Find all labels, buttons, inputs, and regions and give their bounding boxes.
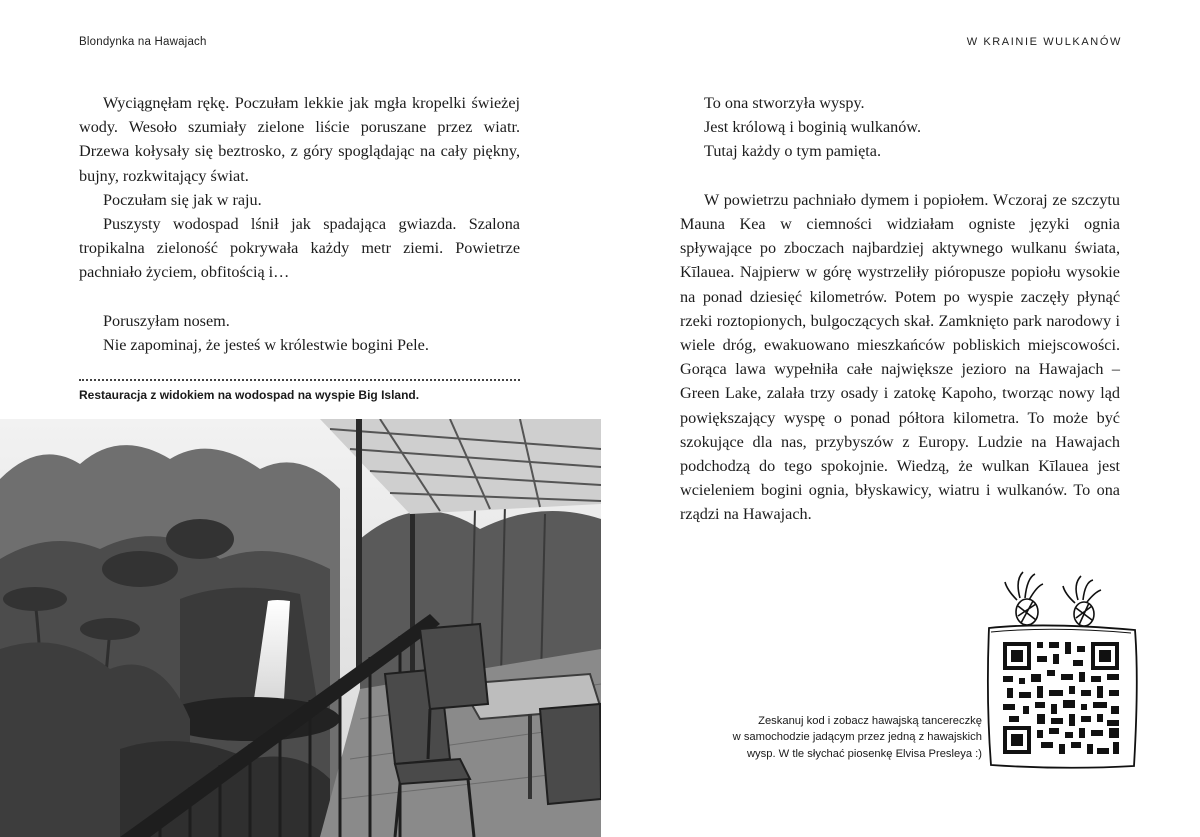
pineapple-icon [1005,572,1101,626]
paragraph: Puszysty wodospad lśnił jak spadająca gwiazda. Szalona tropikalna zieloność pokrywała każdy metr ziemi. Powietrze pachniało życiem, obfitością i… [79,215,520,282]
running-head-left: Blondynka na Hawajach [79,36,207,48]
left-page-text [79,91,520,357]
qr-code-block[interactable] [985,570,1140,770]
paragraph: W powietrzu pachniało dymem i popiołem. Wczoraj ze szczytu Mauna Kea w ciemności widziałam ogniste języki ognia spływające po zboczach najbardziej aktywnego wulkanu świata, Kīlauea. Najpierw w górę wystrzeliły pióropusze popiołu wysokie na ponad dziesięć kilometrów. Potem po wyspie zaczęły płynąć rzeki roztopionych, bulgoczących skał. Zamknięto park narodowy i wiele dróg, ewakuowano mieszkańców pobliskich miejscowości. Gorąca lawa wypełniła całe największe jezioro na Hawajach – Green Lake, zalała trzy osady i zatokę Kapoho, tworząc nowy ląd powiększający wyspę o ponad półtora kilometra. To może być szokujące dla nas, przybyszów z Europy. Ludzie na Hawajach podchodzą do tego spokojnie. Wiedzą, że wulkan Kīlauea jest wcieleniem bogini ognia, błyskawicy, wiatru i wulkanów. To ona rządzi na Hawajach. [680,190,1120,524]
qr-note-line: w samochodzie jadącym przez jedną z hawajskich [732,731,982,744]
qr-note-line: Zeskanuj kod i zobacz hawajską tancereczkę [758,715,982,727]
paragraph: Poczułam się jak w raju. [103,190,262,209]
verse-block [680,91,1120,164]
qr-note-line: wysp. W tle słychać piosenkę Elvisa Presleya :) [746,747,982,760]
verse-line: To ona stworzyła wyspy. [704,94,865,112]
paragraph: Nie zapominaj, że jesteś w królestwie bogini Pele. [103,336,429,355]
verse-line: Jest królową i boginią wulkanów. [704,118,921,137]
qr-note [700,713,982,762]
caption-divider [79,379,520,381]
paragraph: Wyciągnęłam rękę. Poczułam lekkie jak mgła kropelki świeżej wody. Wesoło szumiały zielone liście poruszane przez wiatr. Drzewa kołysały się beztrosko, z góry spoglądając na cały piękny, bujny, rozkwitający świat. [79,94,520,185]
waterfall-balcony-photo [0,419,601,837]
running-head-right: W KRAINIE WULKANÓW [966,36,1122,48]
photo-caption: Restauracja z widokiem na wodospad na wyspie Big Island. [79,388,420,402]
verse-line: Tutaj każdy o tym pamięta. [704,142,881,161]
right-page-text [680,91,1120,527]
paragraph: Poruszyłam nosem. [103,311,230,330]
